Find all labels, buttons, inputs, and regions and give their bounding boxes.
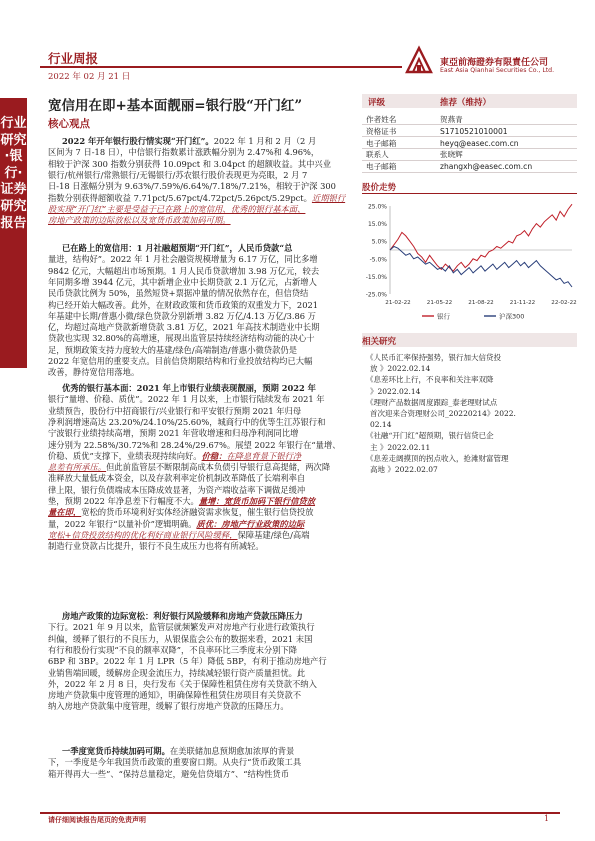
body-text-span: 优秀的银行基本面：2021 年上市银行业绩表现靓丽，预期 2022 年 (62, 383, 316, 393)
info-value[interactable]: heyq@easec.com.cn (440, 138, 519, 148)
body-line (48, 204, 305, 215)
body-text-span: 近期银行 (311, 192, 346, 203)
related-item-line[interactable]: 《息差环比上行，不良率和关注率双降 (366, 375, 494, 385)
body-text-span: 9842 亿元，大幅超出市场预期。1 月人民币贷款增加 3.98 万亿元，较去 (48, 265, 320, 276)
body-line (48, 311, 316, 322)
x-tick-label: 21-02-22 (385, 300, 411, 306)
body-line (48, 530, 309, 541)
related-item-line[interactable]: 《息差走阔摸顶的拐点收入，抢滩财富管理 (366, 453, 509, 463)
y-tick-label: 15.0% (367, 221, 387, 229)
y-tick-label: 5.0% (371, 238, 387, 246)
body-line (48, 159, 331, 170)
company-logo-icon (402, 43, 436, 77)
body-text-span: 2022 年 1 月以来，上市银行陆续发布 2021 年 (147, 394, 325, 405)
body-line (48, 215, 231, 226)
body-text-span: 准释放大量低成本资金，以及存款利率定价机制改革降低了长端利率自 (48, 473, 306, 484)
body-text-span: 量进，结构好”。 (48, 254, 111, 265)
related-item-line[interactable]: 首次迎来合资理财公司_20220214》2022. (370, 409, 516, 418)
rating-label: 评级 (368, 98, 386, 108)
x-tick-label: 22-02-22 (551, 300, 577, 306)
body-text-span: 银行/杭州银行/常熟银行/无锡银行/苏农银行股价表现更为亮眼，2 月 7 (48, 169, 308, 180)
body-text-span: 速分别为 22.58%/30.72%和 28.24%/29.67%。展望 2022 年银行在“量增、 (48, 439, 341, 450)
body-line (48, 277, 317, 288)
body-line (48, 656, 327, 667)
related-item-line[interactable]: 《社融“开门红”超预期，银行信贷已企 (366, 431, 494, 441)
body-text-span: 量在即， (48, 507, 82, 518)
body-text-span: 2022 年开年银行股行情实现“开门红”。 (62, 136, 214, 146)
body-text-span: 外，2022 年 2 月 8 日，央行发布《关于保障性租赁住房有关贷款不纳入 (48, 678, 317, 689)
related-item-line[interactable]: 放 》2022.02.14 (370, 364, 431, 374)
body-text-span: 银行“量增、价稳、质优”。 (48, 394, 148, 405)
body-line (48, 333, 315, 344)
related-item-line[interactable]: 02.14 (370, 420, 392, 430)
x-tick-label: 21-05-22 (426, 300, 453, 306)
body-text-span: 相较于沪深 300 指数分别获得 10.09pct 和 3.04pct 的超额收益。其中兴业 (48, 158, 332, 169)
body-line (48, 679, 317, 690)
body-text-span: 价稳： (201, 450, 227, 461)
body-line (48, 541, 264, 552)
body-line (62, 243, 292, 254)
y-tick-label: -15.0% (365, 273, 387, 281)
body-text-span: 息差有所承压。 (48, 462, 107, 473)
body-text-span: 制造行业贷款占比提升，银行不良生成压力也将有所减轻。 (48, 541, 264, 552)
body-text-span: 房地产政策的边际放松以及宽货币政策加码可期。 (48, 215, 231, 226)
y-tick-label: -25.0% (365, 291, 387, 299)
body-line (48, 367, 139, 378)
body-text-span: 纠偏，缓释了银行的不良压力，从银保监会公布的数据来看，2021 末国 (48, 633, 313, 644)
body-text-span: 有行和股份行实现“不良的额率双降”，不良率环比三季度末分别下降 (48, 644, 298, 655)
body-text-span: 垫，预期 2022 年净息差下行幅度不大。 (48, 496, 199, 506)
body-text-span: 箱开得再大一些”、“保持总量稳定，避免信贷塌方”、“结构性货币 (48, 768, 289, 779)
body-text-span: 房地产政策的边际宽松：利好银行风险缓释和房地产贷款压降压力 (62, 611, 303, 621)
body-text-span: 2021 年 9 月以来，监管层就频繁发声对房地产行业进行政策执行 (72, 622, 315, 633)
body-text-span: 6BP 和 3BP。2022 年 1 月 LPR（5 年）降低 5BP，有利于推动房地产行 (48, 656, 327, 667)
body-line (48, 440, 341, 451)
company-name-en: East Asia Qianhai Securities Co., Ltd. (440, 67, 555, 74)
body-line (48, 406, 301, 417)
body-text-span: 2022 年宽信用的重要支点。目前信贷期限结构和行业投放结构均已大幅 (48, 356, 313, 366)
body-text-span: 业绩预告，股份行中招商银行/兴业银行和平安银行预期 2021 年归母 (48, 405, 302, 416)
body-text-span: 下，一季度是今年我国货币政策的重要窗口期。从央行“货币政策工具 (48, 757, 302, 768)
related-item-line[interactable]: 》2022.02.14 (370, 386, 421, 396)
header-divider (40, 66, 402, 68)
legend-label: 银行 (437, 312, 450, 321)
body-line (48, 462, 330, 473)
body-text-span: 净利润增速高达 23.20%/24.10%/25.60%，城商行中的优等生江苏银行和 (48, 416, 326, 427)
body-line (48, 496, 315, 507)
related-heading: 相关研究 (362, 337, 397, 347)
company-name-cn: 東亞前海證券有限責任公司 (440, 58, 549, 68)
body-text-span: 量增：宽货币加码下银行信贷放 (198, 496, 316, 506)
related-item-line[interactable]: 主 》2022.02.11 (370, 442, 431, 452)
body-line (48, 266, 319, 277)
body-line (48, 181, 336, 192)
body-line (48, 451, 301, 462)
info-row (362, 149, 577, 160)
info-row (362, 126, 577, 137)
body-text-span: 年同期多增 3944 亿元，其中新增企业中长期贷款 2.1 万亿元，占新增人 (48, 276, 317, 287)
trend-heading: 股价走势 (362, 183, 397, 193)
body-line (48, 622, 315, 633)
related-item-line[interactable]: 《人民币汇率保持强势，银行加大信贷投 (366, 353, 501, 362)
body-line (62, 383, 316, 394)
x-tick-label: 21-11-22 (509, 300, 536, 306)
body-line (48, 769, 289, 780)
body-text-span: 一季度宽货币持续加码可期。 (62, 746, 170, 756)
info-key: 电子邮箱 (366, 162, 397, 172)
body-text-span: 已在路上的宽信用：1 月社融超预期“开门红”，人民币贷款“总 (62, 243, 293, 253)
body-text-span: 亿，均超过高地产贷款新增贷款 3.81 万亿，2021 年高技术制造业中长期 (48, 322, 320, 333)
footer-divider (40, 812, 560, 814)
body-text-span: 质优：房地产行业政策的边际 (196, 518, 305, 529)
body-text-span: 纳入房地产贷款集中度管理，缓解了银行房地产贷款的压降压力。 (48, 701, 289, 712)
body-line (62, 611, 303, 622)
body-text-span: 价稳、质优”支撑下，业绩表现持续向好。 (48, 450, 202, 461)
body-line (48, 645, 297, 656)
body-text-span: 改善，静待宽信用落地。 (48, 367, 140, 378)
body-line (48, 356, 312, 367)
body-line (62, 746, 294, 757)
body-text-span: 但此前监管层不断限制高成本负债引导银行息高提储，两次降 (106, 462, 331, 473)
body-line (48, 288, 308, 299)
info-key: 作者姓名 (366, 115, 397, 124)
body-text-span: 下行。 (48, 622, 73, 633)
body-line (48, 428, 298, 439)
body-text-span: 民币贷款比例为 50%，虽然短贷+票据冲量的情况依然存在，但信贷结 (48, 288, 309, 299)
info-value: 张晓辉 (440, 150, 463, 160)
report-title: 宽信用在即+基本面靓丽=银行股“开门红” (48, 98, 303, 114)
body-text-span: 日-18 日涨幅分别为 9.63%/7.59%/6.64%/7.18%/7.21%，相较于沪深 300 (48, 181, 336, 192)
info-row (362, 138, 577, 149)
body-text-span: 在降息背景下银行净 (226, 450, 302, 461)
body-text-span: 足，预期政策支持力度较大的基建/绿色/高端制造/普惠小微贷款仍是 (48, 344, 297, 355)
body-line (48, 254, 318, 265)
side-banner-text: 行业研究·银行·证券研究报告 (0, 116, 27, 231)
rating-value: 推荐（维持） (440, 98, 492, 108)
body-line (48, 322, 320, 333)
info-row (362, 161, 577, 172)
body-line (48, 701, 289, 712)
info-value[interactable]: zhangxh@easec.com.cn (440, 162, 533, 172)
body-text-span: 在美联储加息预期愈加浓厚的背景 (169, 746, 295, 756)
body-text-span: 宽松+信贷投放结构的优化利好商业银行风险缓释， (48, 529, 238, 540)
body-line (48, 519, 304, 530)
body-text-span: 量，2022 年银行“以量补价”逻辑明确。 (48, 518, 197, 529)
body-line (48, 668, 305, 679)
body-line (48, 147, 319, 158)
body-line (62, 136, 316, 147)
stock-trend-chart (362, 196, 577, 324)
body-text-span: 律上限，银行负债端成本压降成效显著，为资产端收益率下调做足缓冲 (48, 484, 306, 495)
x-tick-label: 21-08-22 (468, 300, 494, 306)
body-text-span: 区间为 7 日-18 日），中信银行指数累计涨跌幅分别为 2.47%和 4.96%， (48, 147, 320, 158)
body-line (48, 345, 297, 356)
body-text-span: 股实现“开门红”主要是受益于已在路上的宽信用、优秀的银行基本面、 (48, 203, 306, 214)
section-heading: 核心观点 (48, 118, 90, 130)
body-text-span: 保障基建/绿色/高端 (237, 529, 310, 540)
info-key: 联系人 (366, 150, 389, 160)
info-row (362, 114, 577, 125)
body-text-span: 年基建中长期/普惠小微/绿色贷款分别新增 3.82 万亿/4.13 万亿/3.86 万 (48, 310, 316, 321)
body-line (48, 757, 301, 768)
body-text-span: 2022 年 1 月和 2 月（2 月 (213, 136, 317, 146)
body-line (48, 300, 318, 311)
page-number: 1 (544, 814, 550, 823)
body-line (48, 394, 325, 405)
legend-label: 沪深300 (499, 312, 525, 321)
body-line (48, 485, 305, 496)
body-line (48, 634, 312, 645)
body-text-span: 宁波银行业绩持续高增，预期 2021 年营收增速和归母净利润同比增 (48, 428, 299, 439)
y-tick-label: -5.0% (369, 256, 387, 264)
body-line (48, 193, 345, 204)
body-line (48, 170, 307, 181)
info-value: S1710521010001 (440, 126, 508, 136)
series-line-bank (390, 204, 572, 271)
body-text-span: 宽松的货币环境利好实体经济融资需求恢复，催生银行信贷投放 (81, 507, 314, 518)
report-date: 2022 年 02 月 21 日 (48, 72, 131, 82)
info-key: 电子邮箱 (366, 138, 397, 148)
body-text-span: 贷款也实现 32.80%的高增速，展现出监管层持续经济结构动能的决心十 (48, 333, 315, 344)
body-line (48, 417, 325, 428)
report-type: 行业周报 (48, 51, 99, 66)
info-value: 贺燕青 (440, 115, 463, 124)
y-tick-label: 25.0% (367, 203, 387, 211)
disclaimer-note: 请仔细阅读报告尾页的免责声明 (48, 816, 146, 824)
body-line (48, 507, 314, 518)
related-item-line[interactable]: 《理财产品数据周度跟踪_泰老理财试点 (366, 397, 498, 407)
body-text-span: 指数分别获得超额收益 7.71pct/5.67pct/4.72pct/5.26pct/5.29pct。 (48, 192, 312, 203)
body-text-span: 2022 年 1 月社会融资规模增量为 6.17 万亿，同比多增 (110, 254, 318, 265)
body-text-span: 业销售端回暖，缓解房企现金流压力，持续减轻银行资产质量担忧。此 (48, 667, 306, 678)
related-item-line[interactable]: 高地 》2022.02.07 (370, 465, 438, 474)
body-text-span: 房地产贷款集中度管理的通知》，明确保障性租赁住房项目有关贷款不 (48, 690, 302, 701)
info-key: 资格证书 (366, 126, 397, 136)
body-text-span: 构已经开始大幅改善。此外，在财政政策和货币政策的双重发力下，2021 (48, 299, 319, 310)
body-line (48, 690, 301, 701)
body-line (48, 473, 305, 484)
trend-divider (362, 193, 577, 194)
